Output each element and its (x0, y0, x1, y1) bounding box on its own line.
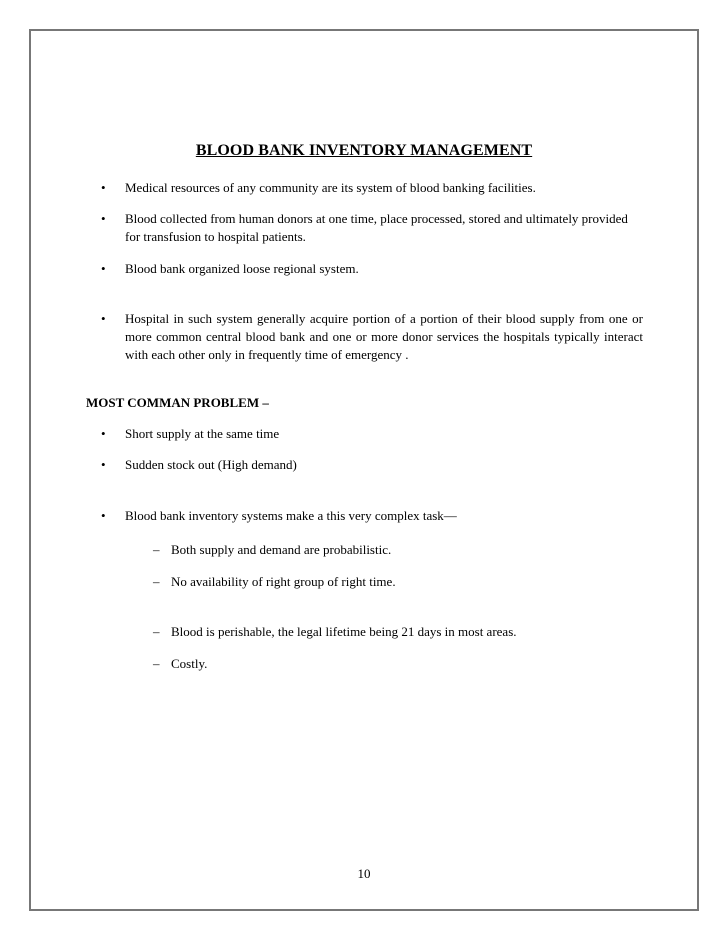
dash-icon: – (153, 542, 160, 557)
bullet-icon: • (101, 508, 106, 523)
dash-icon: – (153, 624, 160, 639)
bullet-icon: • (101, 180, 106, 195)
sub-item-text: Blood is perishable, the legal lifetime being 21 days in most areas. (171, 624, 517, 639)
bullet-text: Blood bank organized loose regional system. (125, 261, 359, 276)
sub-item-text: Costly. (171, 656, 208, 671)
dash-icon: – (153, 656, 160, 671)
bullet-icon: • (101, 426, 106, 441)
bullet-text: Short supply at the same time (125, 426, 280, 441)
bullet-icon: • (101, 261, 106, 276)
sub-item-text: Both supply and demand are probabilistic. (171, 542, 392, 557)
section-heading: MOST COMMAN PROBLEM – (86, 395, 269, 410)
bullet-text: Medical resources of any community are its system of blood banking facilities. (125, 180, 536, 195)
document-title: BLOOD BANK INVENTORY MANAGEMENT (195, 142, 533, 159)
page-number: 10 (357, 866, 371, 881)
bullet-text: Hospital in such system generally acquire portion of a portion of their blood supply from one or more common central blood bank and one or more donor services the hospitals typically interact with each other only in frequently time of emergency . (125, 311, 643, 362)
bullet-text: Blood bank inventory systems make a this very complex task— (125, 508, 457, 523)
bullet-text: Blood collected from human donors at one time, place processed, stored and ultimately provided for transfusion to hospital patients. (125, 211, 628, 244)
bullet-text: Sudden stock out (High demand) (125, 457, 297, 472)
dash-icon: – (153, 574, 160, 589)
bullet-icon: • (101, 311, 106, 326)
bullet-icon: • (101, 211, 106, 226)
sub-item-text: No availability of right group of right time. (171, 574, 396, 589)
bullet-icon: • (101, 457, 106, 472)
